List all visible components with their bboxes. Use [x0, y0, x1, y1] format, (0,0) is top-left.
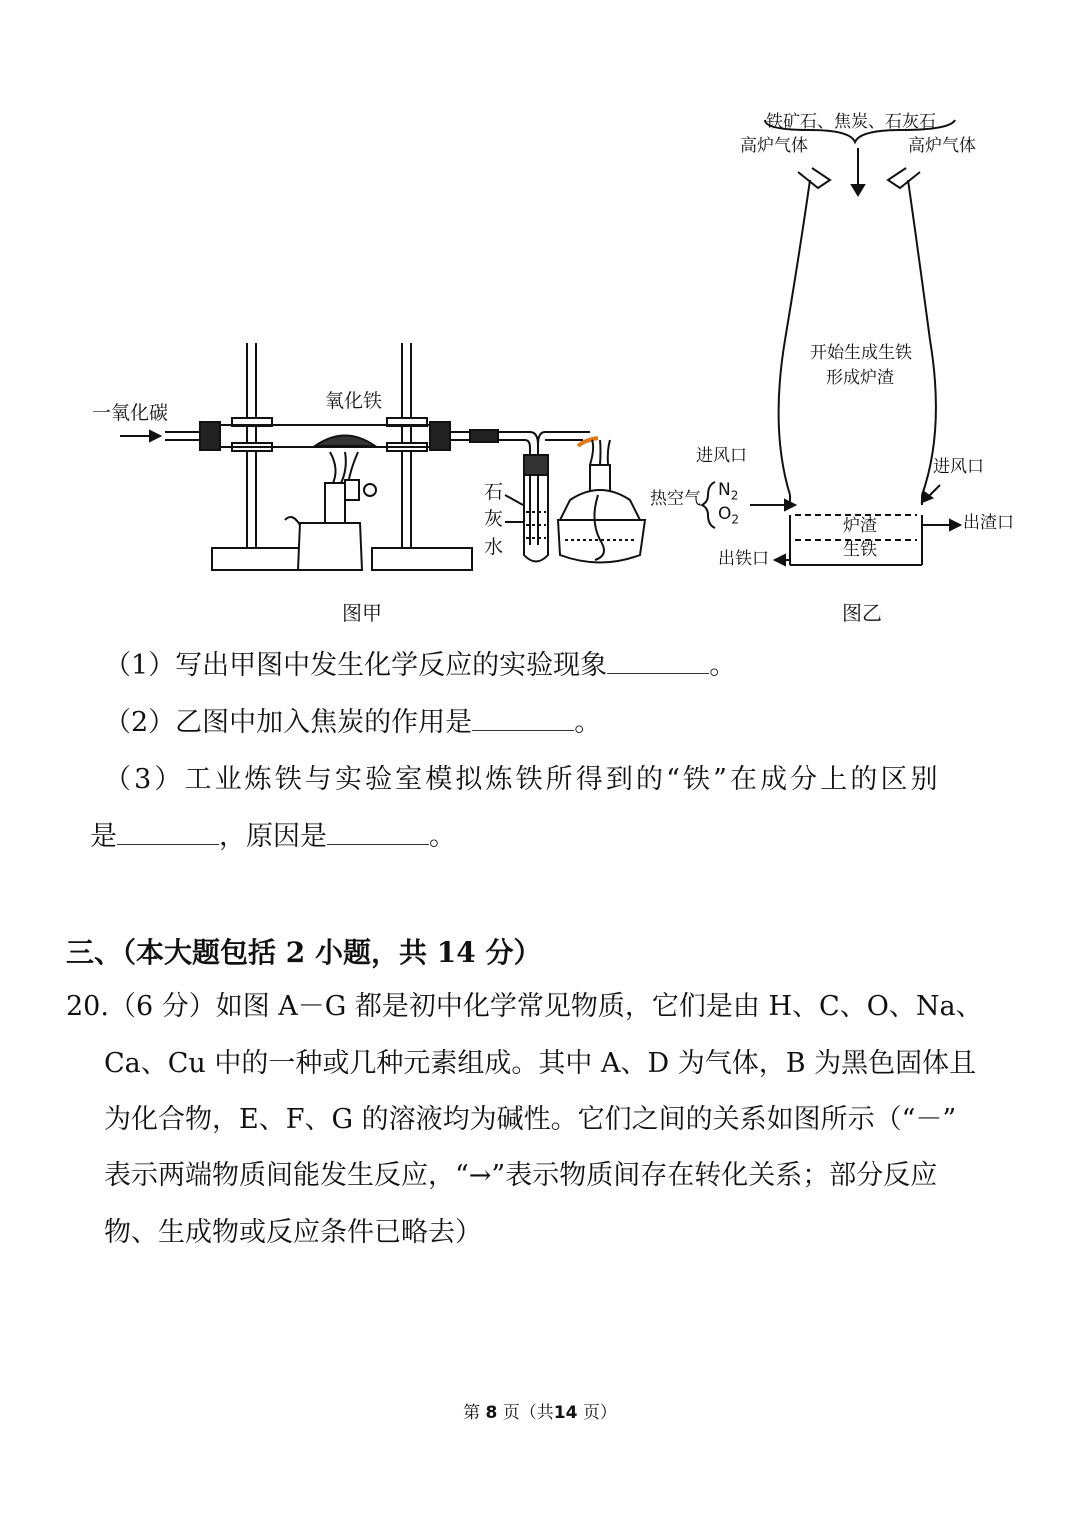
- q20-line-2: Ca、Cu 中的一种或几种元素组成。其中 A、D 为气体，B 为黑色固体且: [104, 1048, 977, 1079]
- label-slag-forming: 形成炉渣: [826, 368, 894, 388]
- label-hot-air: 热空气: [650, 489, 701, 509]
- question-3-line2: 是 ，原因是 。: [90, 821, 456, 852]
- answer-blank-1[interactable]: [607, 655, 709, 674]
- answer-blank-2[interactable]: [472, 712, 574, 731]
- label-pig-iron: 生铁: [843, 540, 877, 560]
- label-gas-right: 高炉气体: [908, 136, 976, 156]
- q20-line-1: 20.（6 分）如图 A－G 都是初中化学常见物质，它们是由 H、C、O、Na、: [66, 991, 983, 1022]
- blast-furnace: [779, 168, 936, 565]
- label-slag-outlet: 出渣口: [963, 513, 1014, 533]
- iron-stand-right: [372, 343, 472, 570]
- figure-diagrams: [0, 0, 1080, 640]
- label-iron-forming: 开始生成生铁: [810, 343, 912, 363]
- label-inlet-left: 进风口: [696, 446, 747, 466]
- answer-blank-3b[interactable]: [327, 826, 429, 845]
- q20-line-3: 为化合物，E、F、G 的溶液均为碱性。它们之间的关系如图所示（“－”: [104, 1104, 957, 1135]
- answer-blank-3a[interactable]: [117, 826, 219, 845]
- label-co: 一氧化碳: [92, 402, 169, 424]
- label-o2: $O_2$: [718, 504, 740, 527]
- label-inlet-right: 进风口: [933, 457, 984, 477]
- q20-line-5: 物、生成物或反应条件已略去）: [104, 1217, 482, 1248]
- label-feed: 铁矿石、焦炭、石灰石: [766, 112, 936, 132]
- label-gas-left: 高炉气体: [740, 136, 808, 156]
- test-tube: [505, 455, 548, 562]
- label-iron-oxide: 氧化铁: [325, 390, 383, 412]
- label-limewater-1: 石: [484, 481, 504, 503]
- page-footer: 第 8 页（共14 页）: [463, 1403, 617, 1423]
- label-iron-outlet: 出铁口: [718, 549, 769, 569]
- alcohol-burner-tail: [558, 438, 645, 563]
- label-n2: $N_2$: [718, 480, 739, 503]
- question-2: （2）乙图中加入焦炭的作用是 。: [104, 707, 602, 738]
- label-limewater-2: 灰: [484, 508, 504, 530]
- alcohol-burner-heating: [285, 452, 376, 570]
- label-limewater-3: 水: [484, 536, 504, 558]
- question-1: （1）写出甲图中发生化学反应的实验现象 。: [104, 650, 737, 681]
- iron-oxide-pile: [315, 436, 375, 447]
- q20-line-4: 表示两端物质间能发生反应，“→”表示物质间存在转化关系；部分反应: [104, 1160, 938, 1191]
- question-3-line1: （3）工业炼铁与实验室模拟炼铁所得到的“铁”在成分上的区别: [104, 764, 941, 795]
- label-slag: 炉渣: [843, 516, 877, 536]
- caption-fig-b: 图乙: [842, 601, 882, 625]
- section-title: 三、（本大题包括 2 小题，共 14 分）: [66, 936, 542, 969]
- caption-fig-a: 图甲: [342, 601, 382, 625]
